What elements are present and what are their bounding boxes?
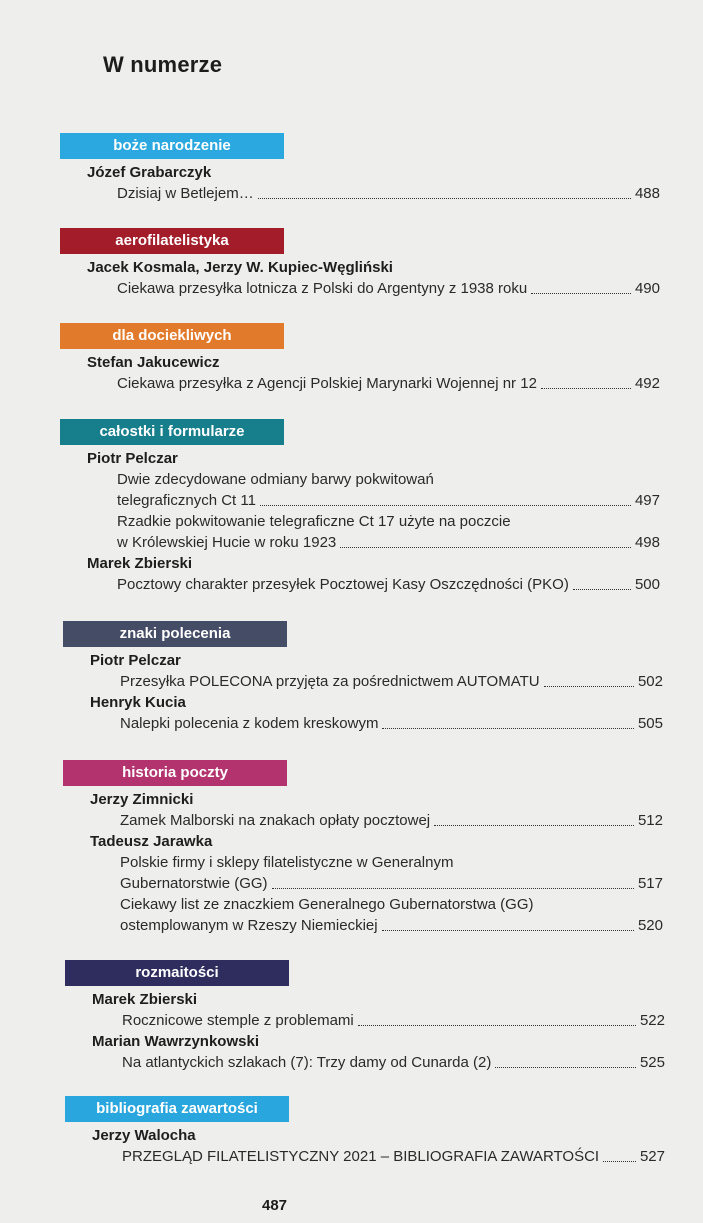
section-header: dla dociekliwych xyxy=(60,323,284,349)
entry-title: Pocztowy charakter przesyłek Pocztowej Kasy Oszczędności (PKO) xyxy=(117,576,569,593)
entry-line xyxy=(120,810,663,831)
toc-entry xyxy=(120,894,663,936)
toc-entry xyxy=(120,810,663,831)
dot-leader xyxy=(358,1025,636,1026)
entry-title: Ciekawa przesyłka z Agencji Polskiej Marynarki Wojennej nr 12 xyxy=(117,375,537,392)
toc-entry xyxy=(120,713,663,734)
dot-leader xyxy=(544,686,634,687)
entry-line xyxy=(122,1010,665,1031)
dot-leader xyxy=(382,728,634,729)
entry-title: Dzisiaj w Betlejem… xyxy=(117,185,254,202)
entry-title: w Królewskiej Hucie w roku 1923 xyxy=(117,534,337,551)
dot-leader xyxy=(531,293,631,294)
entry-page-number: 498 xyxy=(634,534,660,551)
entry-line xyxy=(120,915,663,936)
entry-page-number: 522 xyxy=(639,1012,665,1029)
toc-section xyxy=(60,133,660,204)
entry-title-line: Dwie zdecydowane odmiany barwy pokwitowań xyxy=(117,471,434,488)
author-name: Marian Wawrzynkowski xyxy=(92,1033,259,1050)
entry-line xyxy=(117,574,660,595)
entry-line xyxy=(117,373,660,394)
dot-leader xyxy=(603,1161,636,1162)
toc-entry xyxy=(117,373,660,394)
toc-section xyxy=(65,960,665,1073)
entry-page-number: 490 xyxy=(634,280,660,297)
toc-entry xyxy=(120,671,663,692)
author-name: Stefan Jakucewicz xyxy=(87,354,220,371)
entry-page-number: 512 xyxy=(637,812,663,829)
entry-line xyxy=(120,713,663,734)
author-name: Józef Grabarczyk xyxy=(87,164,212,181)
page-title: W numerze xyxy=(103,52,223,77)
entry-title: Przesyłka POLECONA przyjęta za pośrednictwem AUTOMATU xyxy=(120,673,540,690)
entry-line xyxy=(117,490,660,511)
entry-page-number: 517 xyxy=(637,875,663,892)
entry-title-line: Polskie firmy i sklepy filatelistyczne w Generalnym xyxy=(120,854,454,871)
entry-page-number: 500 xyxy=(634,576,660,593)
entry-line xyxy=(117,278,660,299)
entry-line xyxy=(120,873,663,894)
toc-section xyxy=(60,228,660,299)
toc-section xyxy=(63,621,663,734)
entry-title: Rocznicowe stemple z problemami xyxy=(122,1012,354,1029)
dot-leader xyxy=(272,888,634,889)
entry-title: Nalepki polecenia z kodem kreskowym xyxy=(120,715,379,732)
section-header: całostki i formularze xyxy=(60,419,284,445)
entry-line xyxy=(122,1052,665,1073)
author-name: Piotr Pelczar xyxy=(87,450,178,467)
author-name: Tadeusz Jarawka xyxy=(90,833,213,850)
author-name: Henryk Kucia xyxy=(90,694,186,711)
toc-entry xyxy=(117,278,660,299)
toc-section xyxy=(60,323,660,394)
author-name: Jacek Kosmala, Jerzy W. Kupiec-Węgliński xyxy=(87,259,393,276)
entry-title: ostemplowanym w Rzeszy Niemieckiej xyxy=(120,917,378,934)
entry-page-number: 488 xyxy=(634,185,660,202)
author-name: Piotr Pelczar xyxy=(90,652,181,669)
entry-line xyxy=(120,671,663,692)
section-header: boże narodzenie xyxy=(60,133,284,159)
toc-entry xyxy=(122,1146,665,1167)
author-name: Jerzy Walocha xyxy=(92,1127,196,1144)
section-header: bibliografia zawartości xyxy=(65,1096,289,1122)
toc-section xyxy=(60,419,660,595)
section-header: rozmaitości xyxy=(65,960,289,986)
toc-entry xyxy=(117,511,660,553)
author-name: Marek Zbierski xyxy=(87,555,193,572)
entry-title: Zamek Malborski na znakach opłaty pocztowej xyxy=(120,812,431,829)
entry-page-number: 525 xyxy=(639,1054,665,1071)
entry-line xyxy=(117,532,660,553)
dot-leader xyxy=(541,388,631,389)
entry-title: Na atlantyckich szlakach (7): Trzy damy od Cunarda (2) xyxy=(122,1054,492,1071)
toc-entry xyxy=(120,852,663,894)
entry-page-number: 502 xyxy=(637,673,663,690)
page-number: 487 xyxy=(262,1197,288,1214)
toc-entry xyxy=(117,574,660,595)
author-name: Marek Zbierski xyxy=(92,991,198,1008)
entry-page-number: 505 xyxy=(637,715,663,732)
toc-entry xyxy=(117,183,660,204)
entry-title-line: Rzadkie pokwitowanie telegraficzne Ct 17 użyte na poczcie xyxy=(117,513,511,530)
entry-line xyxy=(117,183,660,204)
entry-line xyxy=(122,1146,665,1167)
section-header: historia poczty xyxy=(63,760,287,786)
toc-section xyxy=(65,1096,665,1167)
entry-page-number: 520 xyxy=(637,917,663,934)
author-name: Jerzy Zimnicki xyxy=(90,791,194,808)
entry-title: Gubernatorstwie (GG) xyxy=(120,875,268,892)
entry-page-number: 492 xyxy=(634,375,660,392)
toc-entry xyxy=(117,469,660,511)
dot-leader xyxy=(340,547,631,548)
section-header: aerofilatelistyka xyxy=(60,228,284,254)
toc-section xyxy=(63,760,663,936)
entry-page-number: 497 xyxy=(634,492,660,509)
dot-leader xyxy=(260,505,631,506)
entry-title: PRZEGLĄD FILATELISTYCZNY 2021 – BIBLIOGRAFIA ZAWARTOŚCI xyxy=(122,1148,600,1165)
dot-leader xyxy=(434,825,634,826)
dot-leader xyxy=(382,930,634,931)
entry-title-line: Ciekawy list ze znaczkiem Generalnego Gubernatorstwa (GG) xyxy=(120,896,534,913)
section-header: znaki polecenia xyxy=(63,621,287,647)
dot-leader xyxy=(495,1067,636,1068)
entry-title: Ciekawa przesyłka lotnicza z Polski do Argentyny z 1938 roku xyxy=(117,280,528,297)
dot-leader xyxy=(573,589,631,590)
toc-entry xyxy=(122,1052,665,1073)
dot-leader xyxy=(258,198,631,199)
entry-title: telegraficznych Ct 11 xyxy=(117,492,256,509)
entry-page-number: 527 xyxy=(639,1148,665,1165)
toc-entry xyxy=(122,1010,665,1031)
